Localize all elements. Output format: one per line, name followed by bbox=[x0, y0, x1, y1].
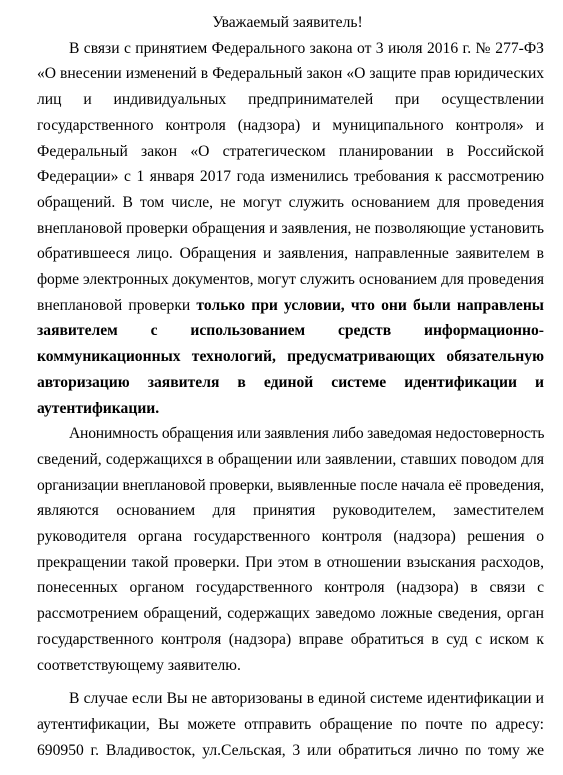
paragraph-federal-law bbox=[37, 36, 544, 422]
bold-text-line: аутентификации. bbox=[37, 399, 160, 417]
text-line: организации внеплановой проверки, выявленные после начала её проведения, bbox=[37, 476, 544, 494]
text-line: лиц и индивидуальных предпринимателей при осуществлении bbox=[37, 91, 544, 109]
plain-text: внеплановой проверки bbox=[37, 296, 197, 314]
bold-text-line: заявителем с использованием средств информационно- bbox=[37, 322, 544, 340]
text-line: являются основанием для принятия руководителем, заместителем bbox=[37, 502, 544, 520]
text-line: внеплановой проверки обращения и заявления, не позволяющие установить bbox=[37, 219, 544, 237]
text-line: руководителя органа государственного контроля (надзора) решения о bbox=[37, 528, 544, 546]
bold-text-line: коммуникационных технологий, предусматривающих обязательную bbox=[37, 348, 544, 366]
text-line: прекращении такой проверки. При этом в отношении взыскания расходов, bbox=[37, 553, 544, 571]
paragraph-anonymity bbox=[37, 421, 544, 678]
text-line: Федерации» с 1 января 2017 года изменились требования к рассмотрению bbox=[37, 168, 544, 186]
text-line: государственного контроля (надзора) вправе обратиться в суд с иском к bbox=[37, 630, 544, 648]
text-line-mixed bbox=[37, 293, 544, 319]
bold-text-line: авторизацию заявителя в единой системе идентификации и bbox=[37, 373, 544, 391]
text-line: аутентификации, Вы можете отправить обращение по почте по адресу: bbox=[37, 715, 544, 733]
page-title: Уважаемый заявитель! bbox=[212, 14, 363, 31]
text-line: обратившееся лицо. Обращения и заявления, направленные заявителем в bbox=[37, 245, 544, 263]
text-line: соответствующему заявителю. bbox=[37, 656, 241, 674]
text-line: В связи с принятием Федерального закона от 3 июля 2016 г. № 277-ФЗ bbox=[69, 39, 544, 57]
text-line: сведений, содержащихся в обращении или заявлении, ставших поводом для bbox=[37, 450, 544, 468]
text-line: рассмотрением обращений, содержащих заведомо ложные сведения, орган bbox=[37, 605, 544, 623]
text-line: «О внесении изменений в Федеральный закон «О защите прав юридических bbox=[37, 65, 544, 83]
text-line: Анонимность обращения или заявления либо заведомая недостоверность bbox=[69, 425, 545, 443]
text-line: Федеральный закон «О стратегическом планировании в Российской bbox=[37, 142, 544, 160]
text-line: форме электронных документов, могут служить основанием для проведения bbox=[37, 271, 544, 289]
bold-text: только при условии, что они были направлены bbox=[196, 296, 544, 314]
text-line: обращений. В том числе, не могут служить основанием для проведения bbox=[37, 193, 544, 211]
paragraph-contact bbox=[37, 686, 544, 763]
text-line: понесенных органом государственного контроля (надзора) в связи с bbox=[37, 579, 544, 597]
text-line: 690950 г. Владивосток, ул.Сельская, 3 или обратиться лично по тому же bbox=[37, 741, 544, 759]
text-line: государственного контроля (надзора) и муниципального контроля» и bbox=[37, 116, 544, 134]
paragraph-gap bbox=[37, 678, 544, 686]
text-line: В случае если Вы не авторизованы в единой системе идентификации и bbox=[69, 690, 544, 708]
